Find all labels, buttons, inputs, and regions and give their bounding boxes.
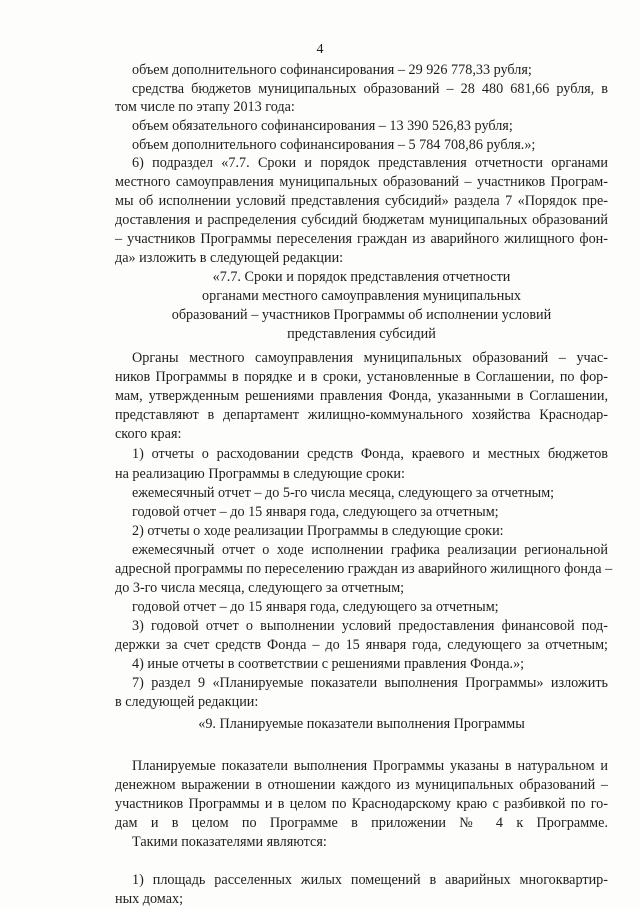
text-line: ского края:: [115, 426, 182, 442]
text-line: средства бюджетов муниципальных образований – 28 480 681,66 рубля, в: [132, 81, 608, 97]
text-line: денежном выражении в отношении каждого из муниципальных образований –: [115, 777, 608, 793]
text-line: в следующей редакции:: [115, 694, 259, 710]
text-line: держки за счет средств Фонда – до 15 января года, следующего за отчетным;: [115, 637, 608, 653]
text-line: 3) годовой отчет о выполнении условий предоставления финансовой под-: [132, 618, 608, 634]
text-line: на реализацию Программы в следующие сроки:: [115, 466, 405, 482]
text-line: органами местного самоуправления муниципальных: [202, 288, 521, 304]
text-line: годовой отчет – до 15 января года, следующего за отчетным;: [132, 599, 499, 615]
text-line: мы об исполнении условий представления субсидий» раздела 7 «Порядок пре-: [115, 193, 608, 209]
text-line: «9. Планируемые показатели выполнения Программы: [198, 716, 525, 732]
text-line: годовой отчет – до 15 января года, следующего за отчетным;: [132, 504, 499, 520]
text-line: ежемесячный отчет – до 5-го числа месяца, следующего за отчетным;: [132, 485, 555, 501]
text-line: ных домах;: [115, 891, 184, 907]
text-line: Планируемые показатели выполнения Программы указаны в натуральном и: [132, 758, 608, 774]
text-line: 1) отчеты о расходовании средств Фонда, краевого и местных бюджетов: [132, 446, 608, 462]
text-line: участников Программы и в целом по Краснодарскому краю с разбивкой по го-: [115, 796, 608, 812]
text-line: «7.7. Сроки и порядок представления отчетности: [212, 269, 511, 285]
text-line: Органы местного самоуправления муниципальных образований – учас-: [132, 350, 608, 366]
text-line: мам, утвержденным решениями правления Фонда, указанными в Соглашении,: [115, 388, 608, 404]
text-line: адресной программы по переселению граждан из аварийного жилищного фонда –: [115, 561, 613, 577]
text-line: образований – участников Программы об исполнении условий: [171, 307, 552, 323]
text-line: Такими показателями являются:: [132, 834, 327, 850]
text-line: представляют в департамент жилищно-коммунального хозяйства Краснодар-: [115, 407, 608, 423]
text-line: 2) отчеты о ходе реализации Программы в следующие сроки:: [132, 523, 504, 539]
text-line: объем дополнительного софинансирования – 5 784 708,86 рубля.»;: [132, 137, 536, 153]
text-line: представления субсидий: [287, 326, 436, 342]
text-line: ежемесячный отчет о ходе исполнении графика реализации региональной: [132, 542, 608, 558]
text-line: да» изложить в следующей редакции:: [115, 250, 344, 266]
text-line: 1) площадь расселенных жилых помещений в аварийных многоквартир-: [132, 872, 608, 888]
text-line: 4) иные отчеты в соответствии с решениями правления Фонда.»;: [132, 656, 525, 672]
text-line: 6) подраздел «7.7. Сроки и порядок представления отчетности органами: [132, 155, 608, 171]
text-line: до 3-го числа месяца, следующего за отчетным;: [115, 580, 405, 596]
text-line: 7) раздел 9 «Планируемые показатели выполнения Программы» изложить: [132, 675, 608, 691]
text-line: объем обязательного софинансирования – 13 390 526,83 рубля;: [132, 118, 513, 134]
text-line: том числе по этапу 2013 года:: [115, 99, 295, 115]
text-line: местного самоуправления муниципальных образований – участников Програм-: [115, 174, 608, 190]
text-line: объем дополнительного софинансирования – 29 926 778,33 рубля;: [132, 62, 532, 78]
text-line: дам и в целом по Программе в приложении № 4 к Программе.: [115, 815, 608, 831]
text-line: ников Программы в порядке и в сроки, установленные в Соглашении, по фор-: [115, 369, 608, 385]
text-line: доставления и распределения субсидий бюджетам муниципальных образований: [115, 212, 608, 228]
page-number: 4: [316, 42, 324, 57]
text-line: – участников Программы переселения граждан из аварийного жилищного фон-: [115, 231, 608, 247]
